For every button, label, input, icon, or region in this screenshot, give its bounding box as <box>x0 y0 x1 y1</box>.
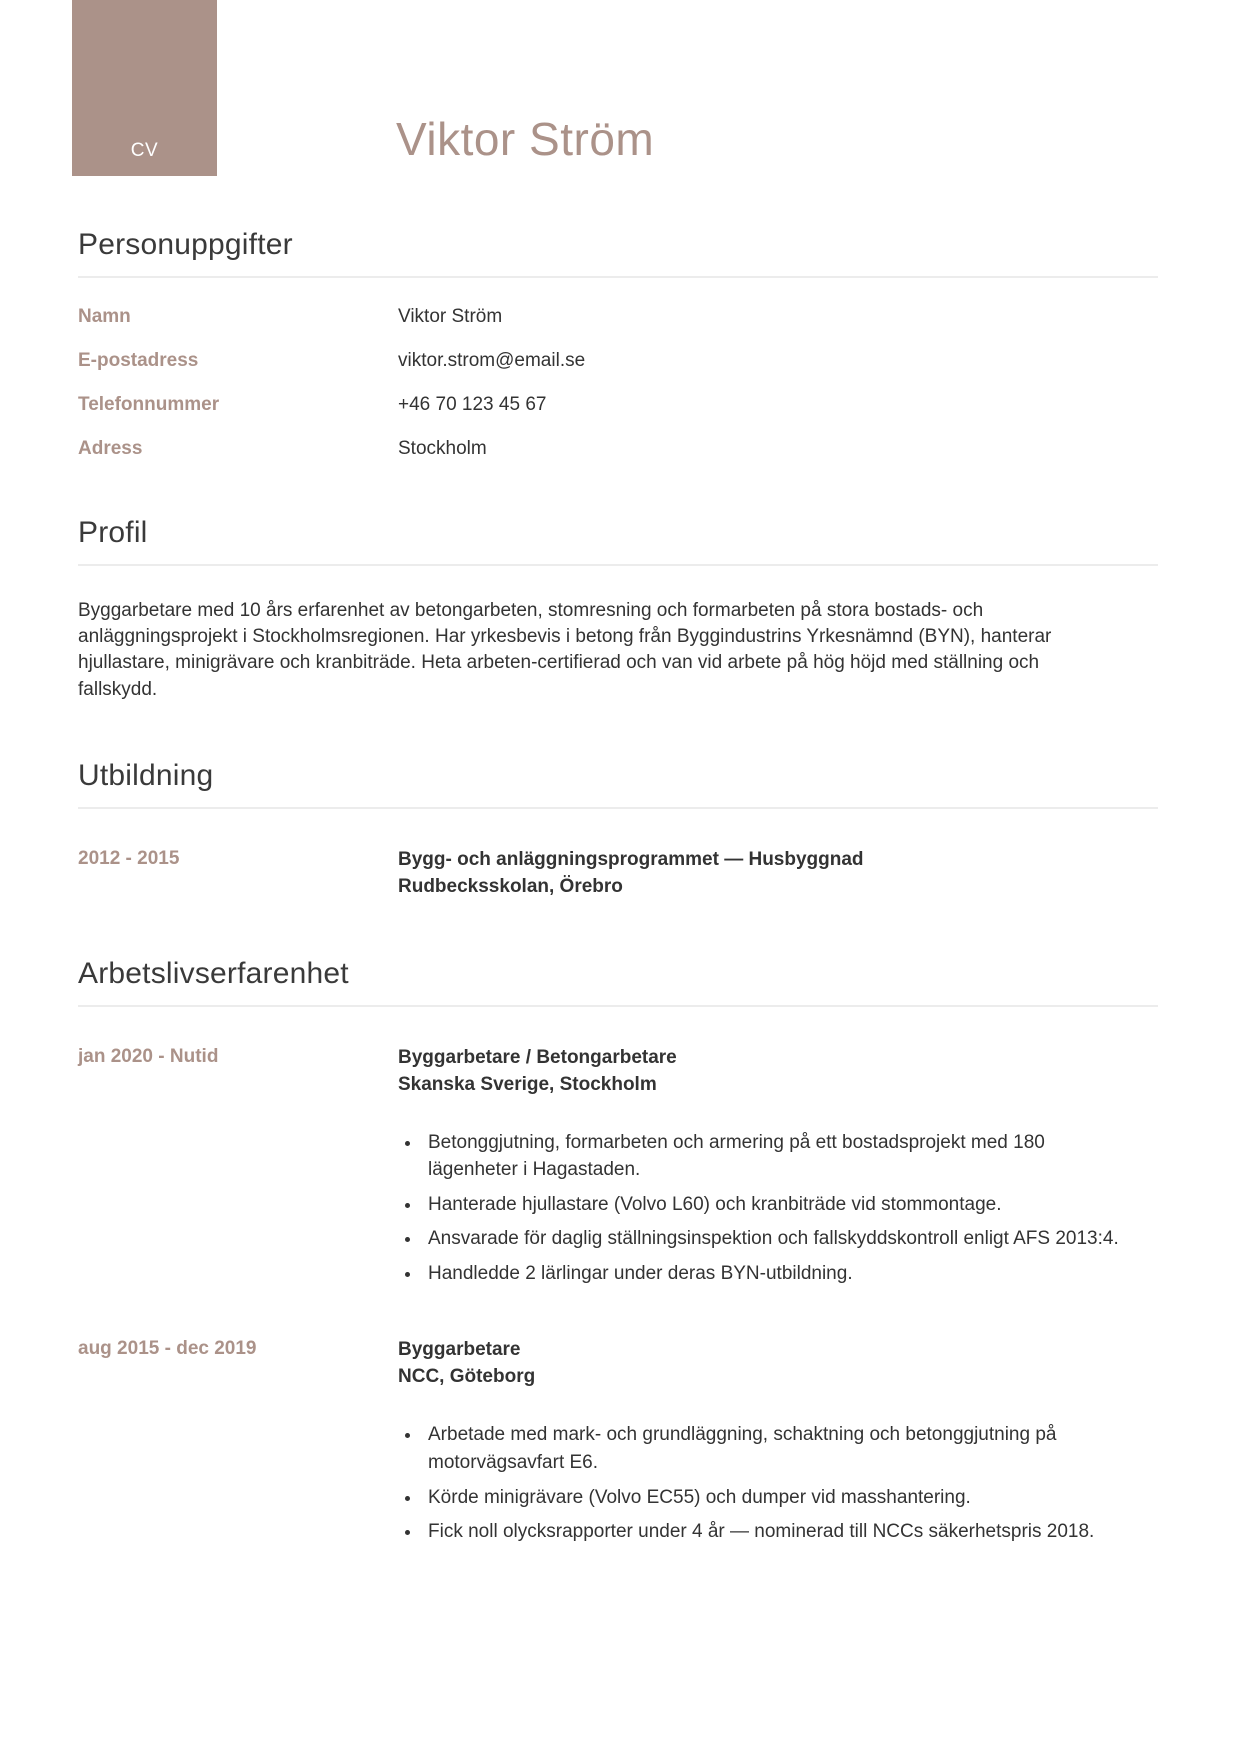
section-experience <box>78 957 1158 1546</box>
personal-label: Telefonnummer <box>78 394 220 415</box>
divider <box>78 1005 1158 1007</box>
personal-value: +46 70 123 45 67 <box>398 394 547 415</box>
experience-entry-skanska <box>78 1045 1158 1288</box>
education-subtitle: Rudbecksskolan, Örebro <box>398 875 623 897</box>
personal-label: Adress <box>78 438 143 459</box>
experience-entry-body <box>398 1337 1128 1545</box>
experience-subtitle: Skanska Sverige, Stockholm <box>398 1073 657 1095</box>
education-entry-body <box>398 847 864 901</box>
experience-period: jan 2020 - Nutid <box>78 1045 219 1067</box>
experience-bullet-list <box>398 1421 1128 1545</box>
section-profile <box>78 516 1158 703</box>
divider <box>78 276 1158 278</box>
page-title: Viktor Ström <box>396 113 655 165</box>
experience-heading: Arbetslivserfarenhet <box>78 956 349 990</box>
cv-badge-label: CV <box>130 140 159 161</box>
experience-bullet: • Handledde 2 lärlingar under deras BYN-utbildning. <box>422 1260 1128 1288</box>
personal-value: viktor.strom@email.se <box>398 350 586 371</box>
personal-heading: Personuppgifter <box>78 228 293 261</box>
experience-entry-ncc <box>78 1337 1158 1545</box>
divider <box>78 564 1158 566</box>
experience-bullet: • Arbetade med mark- och grundläggning, schaktning och betonggjutning på motorvägsavfart E6. <box>422 1421 1128 1476</box>
personal-value: Viktor Ström <box>398 306 503 327</box>
personal-label: E-postadress <box>78 350 199 371</box>
experience-title: Byggarbetare <box>398 1339 521 1361</box>
section-personal <box>78 228 1158 460</box>
section-education <box>78 759 1158 901</box>
profile-heading: Profil <box>78 516 148 549</box>
experience-subtitle: NCC, Göteborg <box>398 1366 536 1388</box>
cv-content <box>78 0 1158 1546</box>
education-period: 2012 - 2015 <box>78 847 180 869</box>
divider <box>78 807 1158 809</box>
experience-bullet: • Körde minigrävare (Volvo EC55) och dumper vid masshantering. <box>422 1484 1128 1512</box>
experience-period: aug 2015 - dec 2019 <box>78 1338 257 1360</box>
personal-row-phone <box>78 394 1158 416</box>
experience-bullet: • Betonggjutning, formarbeten och armering på ett bostadsprojekt med 180 lägenheter i Hagastaden. <box>422 1129 1128 1184</box>
experience-bullet: • Fick noll olycksrapporter under 4 år — nominerad till NCCs säkerhetspris 2018. <box>422 1518 1128 1546</box>
personal-row-name <box>78 306 1158 328</box>
experience-title: Byggarbetare / Betongarbetare <box>398 1046 677 1068</box>
experience-bullet-list <box>398 1129 1128 1288</box>
education-title: Bygg- och anläggningsprogrammet — Husbyggnad <box>398 848 864 870</box>
personal-value: Stockholm <box>398 438 487 459</box>
personal-label: Namn <box>78 306 131 327</box>
education-heading: Utbildning <box>78 758 214 792</box>
education-entry <box>78 847 1158 901</box>
personal-row-email <box>78 350 1158 372</box>
experience-bullet: • Ansvarade för daglig ställningsinspektion och fallskyddskontroll enligt AFS 2013:4. <box>422 1225 1128 1253</box>
experience-bullet: • Hanterade hjullastare (Volvo L60) och kranbiträde vid stommontage. <box>422 1191 1128 1219</box>
personal-row-address <box>78 438 1158 460</box>
experience-entry-body <box>398 1045 1128 1288</box>
profile-text: Byggarbetare med 10 års erfarenhet av betongarbeten, stomresning och formarbeten på stora bostads- och anläggningsprojekt i Stockholmsregionen. Har yrkesbevis i betong från Byggindustrins Yrkesnämnd (BYN), hanterar hjullastare, minigrävare och kranbiträde. Heta arbeten-certifierad och van vid arbete på hög höjd med ställning och fallskydd. <box>78 600 1052 700</box>
